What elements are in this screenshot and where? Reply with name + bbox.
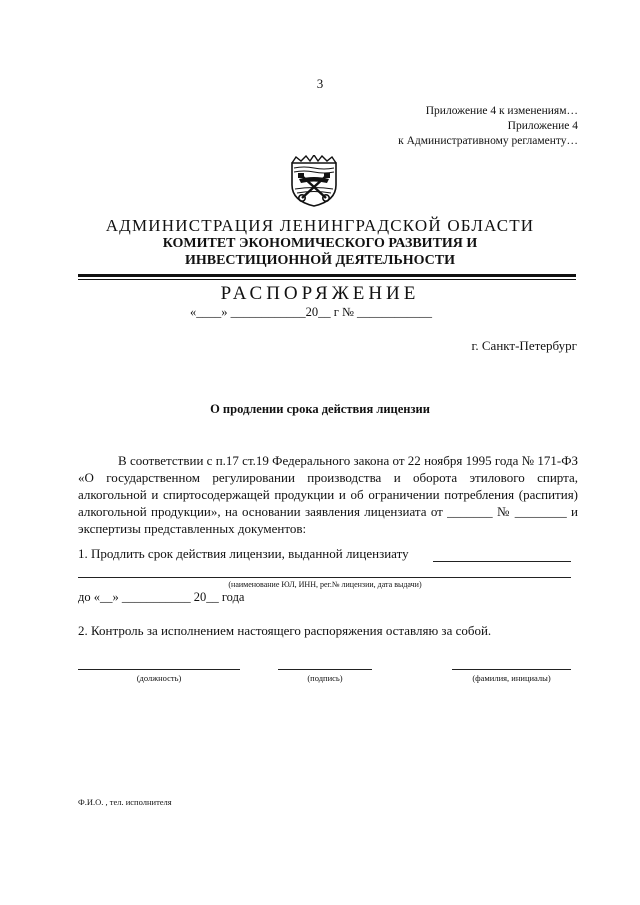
- org-name-line-2: КОМИТЕТ ЭКОНОМИЧЕСКОГО РАЗВИТИЯ И: [162, 236, 478, 251]
- header-rule-thick: [78, 274, 576, 277]
- signature-caption: (подпись): [307, 673, 343, 683]
- name-caption: (фамилия, инициалы): [472, 673, 551, 683]
- document-heading: О продлении срока действия лицензии: [210, 402, 430, 416]
- name-signature-line: [452, 669, 571, 670]
- page-number: 3: [316, 76, 324, 91]
- item-1-text: 1. Продлить срок действия лицензии, выданной лицензиату: [78, 546, 409, 561]
- position-caption: (должность): [136, 673, 182, 683]
- annex-line-1: Приложение 4 к изменениям…: [425, 105, 578, 117]
- valid-until-line: до «__» ___________ 20__ года: [78, 590, 245, 604]
- coat-of-arms-icon: [289, 155, 339, 207]
- date-number-line: «____» ____________20__ г № ____________: [190, 305, 433, 319]
- licensee-details-caption: (наименование ЮЛ, ИНН, рег.№ лицензии, дата выдачи): [228, 580, 422, 589]
- annex-line-3: к Административному регламенту…: [398, 135, 578, 147]
- annex-line-2: Приложение 4: [507, 120, 578, 132]
- item-2-text: 2. Контроль за исполнением настоящего распоряжения оставляю за собой.: [78, 623, 492, 638]
- org-name-line-3: ИНВЕСТИЦИОННОЙ ДЕЯТЕЛЬНОСТИ: [184, 253, 456, 268]
- org-name-line-1: АДМИНИСТРАЦИЯ ЛЕНИНГРАДСКОЙ ОБЛАСТИ: [105, 216, 535, 235]
- preamble-paragraph: В соответствии с п.17 ст.19 Федерального закона от 22 ноября 1995 года № 171-ФЗ «О государственном регулировании производства и оборота этилового спирта, алкогольной и спиртосодержащей продукции и об ограничении потребления (распития) алкогольной продукции», на основании заявления лицензиата от _______ № ________ и экспертизы представленных документов:: [78, 453, 578, 536]
- executor-contact: Ф.И.О. , тел. исполнителя: [78, 797, 172, 807]
- signature-line: [278, 669, 372, 670]
- document-type-title: РАСПОРЯЖЕНИЕ: [220, 283, 420, 304]
- licensee-blank-line: [433, 561, 571, 562]
- position-signature-line: [78, 669, 240, 670]
- header-rule-thin: [78, 279, 576, 280]
- city: г. Санкт-Петербург: [471, 338, 577, 353]
- licensee-details-line: [78, 577, 571, 578]
